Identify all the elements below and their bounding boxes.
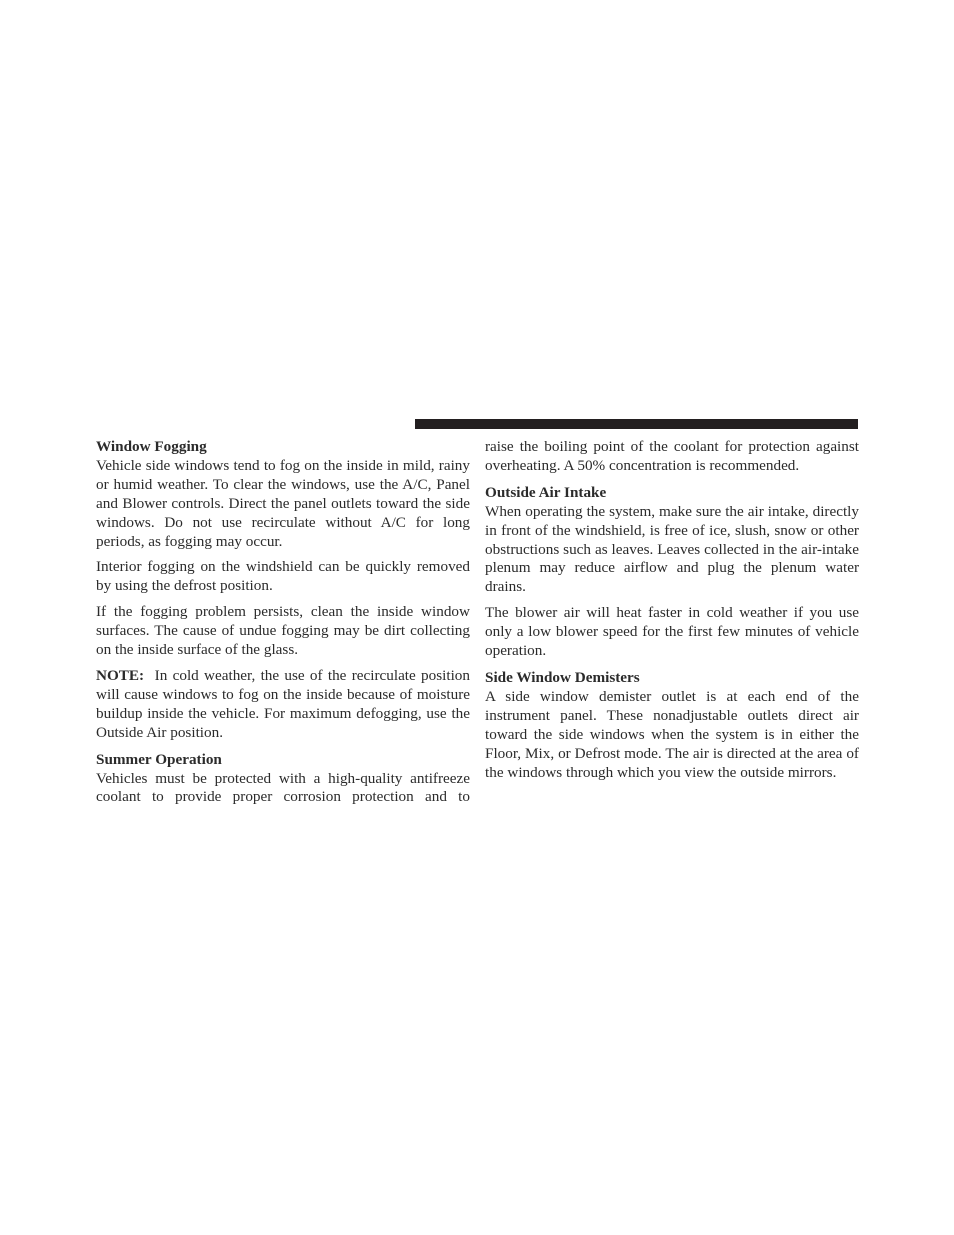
paragraph-window-fogging-3: If the fogging problem persists, clean the inside window surfaces. The cause of undue fogging may be dirt collecting on the inside surface of the glass. [96, 603, 470, 659]
paragraph-summer-operation-continued: raise the boiling point of the coolant for protection against overheating. A 50% concentration is recommended. [485, 438, 859, 474]
note-paragraph [96, 667, 470, 743]
heading-outside-air-intake: Outside Air Intake [485, 483, 607, 501]
paragraph-window-fogging-2: Interior fogging on the windshield can be quickly removed by using the defrost position. [96, 558, 470, 595]
paragraph-side-window-demisters-1: A side window demister outlet is at each end of the instrument panel. These nonadjustable outlets direct air toward the side windows when the system is in either the Floor, Mix, or Defrost mode. The air is directed at the area of the windows through which you view the outside mirrors. [485, 687, 859, 781]
note-text: In cold weather, the use of the recirculate position will cause windows to fog on the inside because of moisture buildup inside the vehicle. For maximum defogging, use the Outside Air position. [96, 666, 470, 741]
paragraph-outside-air-intake-1: When operating the system, make sure the air intake, directly in front of the windshield, is free of ice, slush, snow or other obstructions such as leaves. Leaves collected in the air-intake plenum may reduce airflow and plug the plenum water drains. [485, 502, 859, 596]
heading-side-window-demisters: Side Window Demisters [485, 668, 640, 686]
heading-summer-operation: Summer Operation [96, 750, 222, 768]
heading-window-fogging: Window Fogging [96, 438, 207, 455]
left-column [96, 438, 470, 807]
note-label: NOTE: [96, 666, 145, 684]
paragraph-window-fogging-1: Vehicle side windows tend to fog on the inside in mild, rainy or humid weather. To clear the windows, use the A/C, Panel and Blower controls. Direct the panel outlets toward the side windows. Do not use recirculate without A/C for long periods, as fogging may occur. [96, 456, 470, 550]
paragraph-summer-operation-1: Vehicles must be protected with a high-quality antifreeze coolant to provide proper corrosion protection and to [96, 769, 470, 806]
section-header-bar [415, 419, 858, 429]
right-column [485, 438, 859, 782]
paragraph-outside-air-intake-2: The blower air will heat faster in cold weather if you use only a low blower speed for the first few minutes of vehicle operation. [485, 604, 859, 660]
